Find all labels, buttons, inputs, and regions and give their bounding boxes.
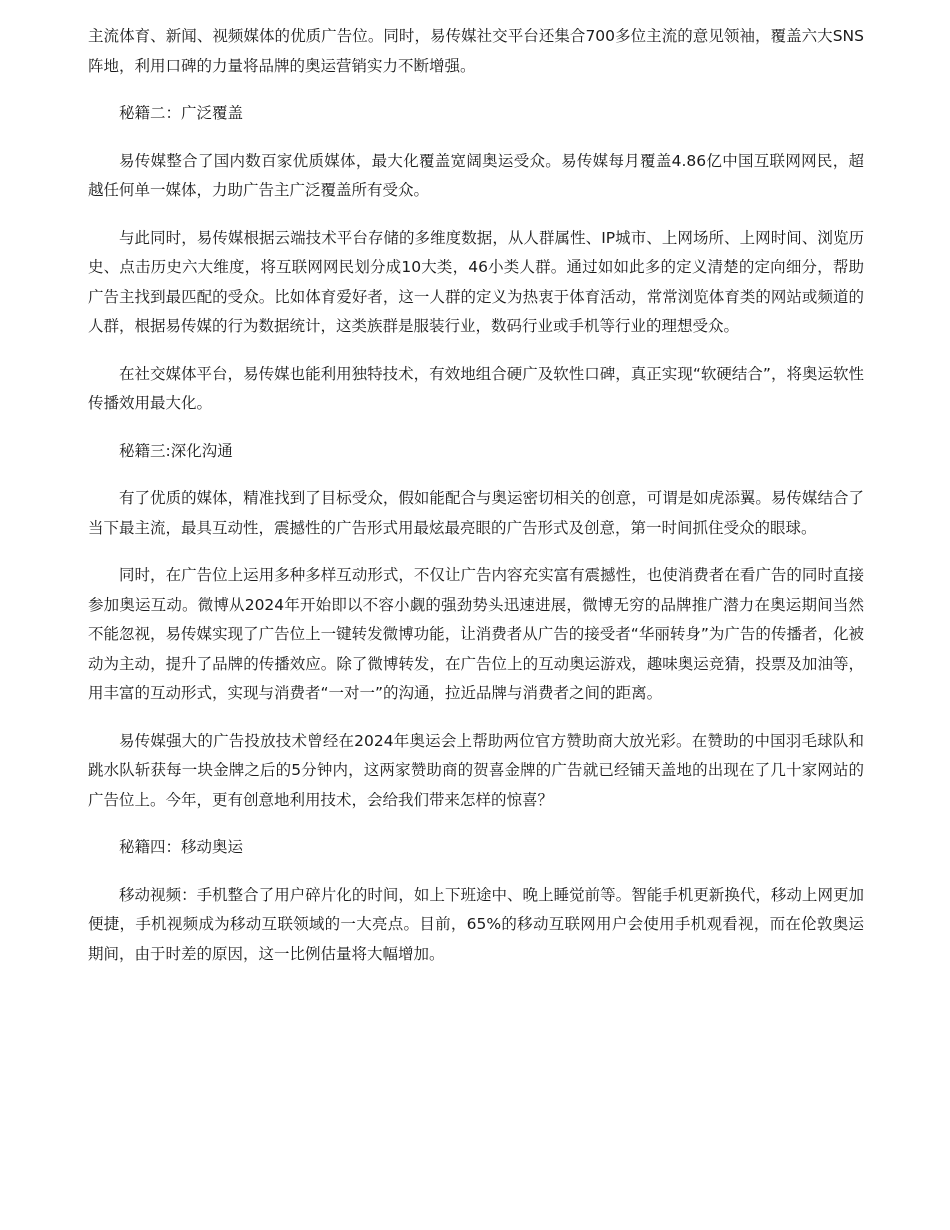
- paragraph-case-study: 易传媒强大的广告投放技术曾经在2024年奥运会上帮助两位官方赞助商大放光彩。在赞助的中国羽毛球队和跳水队斩获每一块金牌之后的5分钟内，这两家赞助商的贺喜金牌的广告就已经铺天盖地的出现在了几十家网站的广告位上。今年，更有创意地利用技术，会给我们带来怎样的惊喜？: [88, 731, 864, 809]
- paragraph-coverage: 易传媒整合了国内数百家优质媒体，最大化覆盖宽阔奥运受众。易传媒每月覆盖4.86亿中国互联网网民，超越任何单一媒体，力助广告主广泛覆盖所有受众。: [88, 151, 864, 199]
- paragraph-social: 在社交媒体平台，易传媒也能利用独特技术，有效地组合硬广及软性口碑，真正实现“软硬结合”，将奥运软性传播效用最大化。: [88, 364, 864, 412]
- paragraph-intro: 主流体育、新闻、视频媒体的优质广告位。同时，易传媒社交平台还集合700多位主流的意见领袖，覆盖六大SNS阵地，利用口碑的力量将品牌的奥运营销实力不断增强。: [88, 27, 864, 75]
- paragraph-interaction: 同时，在广告位上运用多种多样互动形式，不仅让广告内容充实富有震撼性，也使消费者在看广告的同时直接参加奥运互动。微博从2024年开始即以不容小觑的强劲势头迅速进展，微博无穷的品牌推广潜力在奥运期间当然不能忽视，易传媒实现了广告位上一键转发微博功能，让消费者从广告的接受者“华丽转身”为广告的传播者，化被动为主动，提升了品牌的传播效应。除了微博转发，在广告位上的互动奥运游戏，趣味奥运竞猜，投票及加油等，用丰富的互动形式，实现与消费者“一对一”的沟通，拉近品牌与消费者之间的距离。: [88, 566, 864, 702]
- paragraph-targeting: 与此同时，易传媒根据云端技术平台存储的多维度数据，从人群属性、IP城市、上网场所、上网时间、浏览历史、点击历史六大维度，将互联网网民划分成10大类，46小类人群。通过如如此多的定义清楚的定向细分，帮助广告主找到最匹配的受众。比如体育爱好者，这一人群的定义为热衷于体育活动，常常浏览体育类的网站或频道的人群，根据易传媒的行为数据统计，这类族群是服装行业，数码行业或手机等行业的理想受众。: [88, 228, 864, 335]
- section-heading-4: 秘籍四：移动奥运: [119, 838, 244, 856]
- section-heading-2: 秘籍二：广泛覆盖: [119, 104, 244, 122]
- paragraph-mobile-video: 移动视频：手机整合了用户碎片化的时间，如上下班途中、晚上睡觉前等。智能手机更新换代，移动上网更加便捷，手机视频成为移动互联领域的一大亮点。目前，65%的移动互联网用户会使用手机观看视，而在伦敦奥运期间，由于时差的原因，这一比例估量将大幅增加。: [88, 885, 864, 963]
- section-heading-3: 秘籍三:深化沟通: [119, 441, 233, 460]
- paragraph-creative: 有了优质的媒体，精准找到了目标受众，假如能配合与奥运密切相关的创意，可谓是如虎添翼。易传媒结合了当下最主流，最具互动性，震撼性的广告形式用最炫最亮眼的广告形式及创意，第一时间抓住受众的眼球。: [88, 489, 864, 537]
- document-page: [88, 22, 864, 987]
